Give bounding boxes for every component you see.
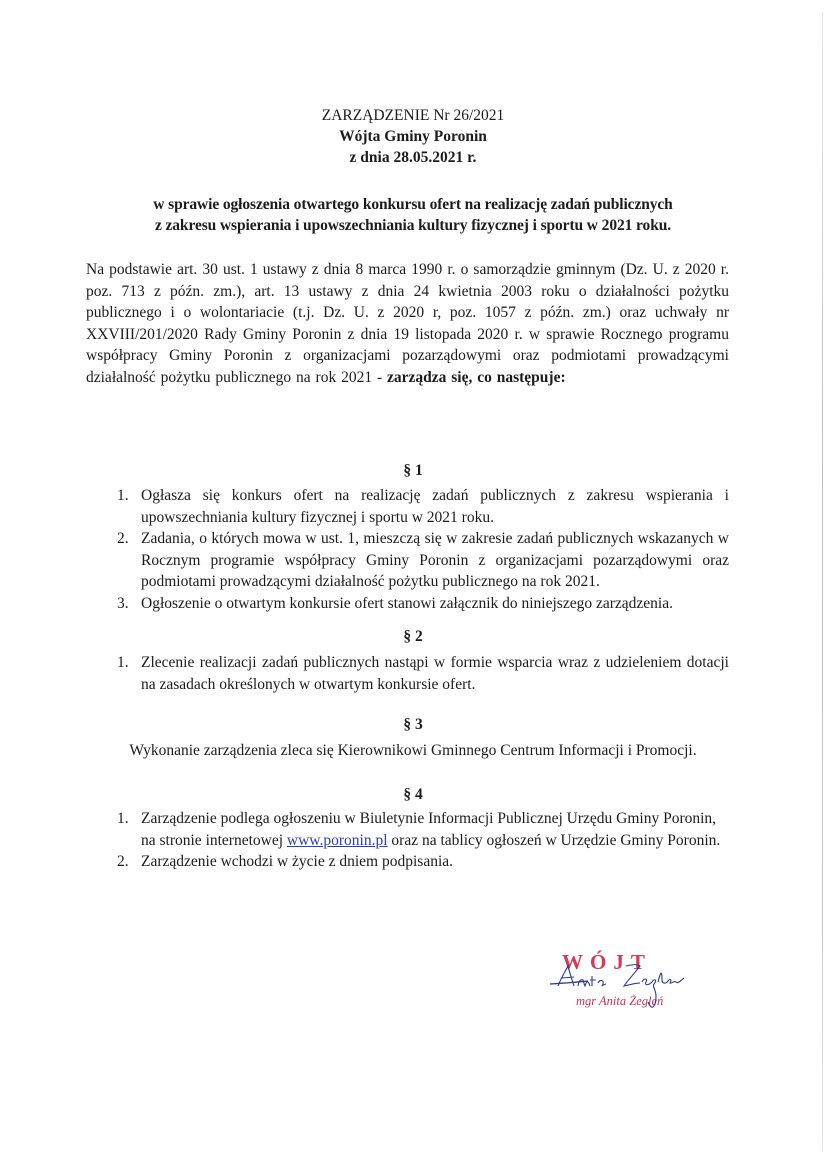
document-issuer: Wójta Gminy Poronin xyxy=(339,128,487,145)
list-item xyxy=(117,485,729,528)
list-item xyxy=(117,652,729,695)
preamble-emphasis: zarządza się, co następuje: xyxy=(387,368,566,386)
item-text: Zadania, o których mowa w ust. 1, mieszczą się w zakresie zadań publicznych wskazanych w Rocznym programie współpracy Gminy Poronin z organizacjami pozarządowymi oraz podmiotami prowadzącymi działalność pożytku publicznego na rok 2021. xyxy=(141,530,729,590)
section-4-list xyxy=(117,808,729,873)
section-2-mark: § 2 xyxy=(403,628,423,645)
item-number: 3. xyxy=(117,594,129,612)
stamp-title: WÓJT xyxy=(562,950,652,974)
website-link[interactable]: www.poronin.pl xyxy=(286,831,388,849)
item-text: Ogłoszenie o otwartym konkursie ofert stanowi załącznik do niniejszego zarządzenia. xyxy=(141,594,673,612)
item-number: 1. xyxy=(117,810,129,827)
stamp-name: mgr Anita Żegleń xyxy=(576,994,664,1008)
document-header xyxy=(0,105,826,168)
scan-edge-line xyxy=(822,12,823,1152)
item-number: 2. xyxy=(117,853,129,870)
item-text: Zarządzenie wchodzi w życie z dniem podpisania. xyxy=(141,853,454,870)
list-item xyxy=(117,808,729,851)
item-number: 2. xyxy=(117,530,129,547)
section-4-mark: § 4 xyxy=(403,786,423,803)
section-3-text: Wykonanie zarządzenia zleca się Kierownikowi Gminnego Centrum Informacji i Promocji. xyxy=(129,742,697,759)
section-1-mark: § 1 xyxy=(403,462,423,479)
list-item xyxy=(117,528,729,593)
item-text-before: Zarządzenie podlega ogłoszeniu w Biuletynie Informacji Publicznej Urzędu Gminy Poronin, na stronie internetowej xyxy=(141,810,717,849)
signature-block xyxy=(548,950,688,1050)
section-3-mark: § 3 xyxy=(403,716,423,733)
section-2-list xyxy=(117,652,729,695)
document-date: z dnia 28.05.2021 r. xyxy=(349,149,477,166)
section-1-list xyxy=(117,485,729,614)
item-text-after: oraz na tablicy ogłoszeń w Urzędzie Gminy Poronin. xyxy=(387,831,721,849)
document-title: ZARZĄDZENIE Nr 26/2021 xyxy=(321,107,505,124)
subject-line-2: z zakresu wspierania i upowszechniania kultury fizycznej i sportu w 2021 roku. xyxy=(154,217,672,234)
item-text: Zlecenie realizacji zadań publicznych nastąpi w formie wsparcia wraz z udzieleniem dotacji na zasadach określonych w otwartym konkursie ofert. xyxy=(141,654,729,693)
document-subject xyxy=(0,194,826,236)
handwritten-signature-icon xyxy=(548,950,688,1050)
item-number: 1. xyxy=(117,487,129,504)
item-number: 1. xyxy=(117,654,129,671)
list-item xyxy=(117,851,729,873)
list-item xyxy=(117,593,729,615)
preamble-text: Na podstawie art. 30 ust. 1 ustawy z dnia 8 marca 1990 r. o samorządzie gminnym (Dz. U. z 2020 r. poz. 713 z późn. zm.), art. 13 ustawy z dnia 24 kwietnia 2003 roku o działalności pożytku publicznego i o wolontariacie (t.j. Dz. U. z 2020 r, poz. 1057 z późn. zm.) oraz uchwały nr XXVIII/201/2020 Rady Gminy Poronin z dnia 19 listopada 2020 r. w sprawie Rocznego programu współpracy Gminy Poronin z organizacjami pozarządowymi oraz podmiotami prowadzącymi działalność pożytku publicznego na rok 2021 - xyxy=(86,261,729,386)
item-text: Ogłasza się konkurs ofert na realizację zadań publicznych z zakresu wspierania i upowszechniania kultury fizycznej i sportu w 2021 roku. xyxy=(141,487,729,526)
preamble xyxy=(86,259,729,388)
subject-line-1: w sprawie ogłoszenia otwartego konkursu ofert na realizację zadań publicznych xyxy=(153,196,673,213)
